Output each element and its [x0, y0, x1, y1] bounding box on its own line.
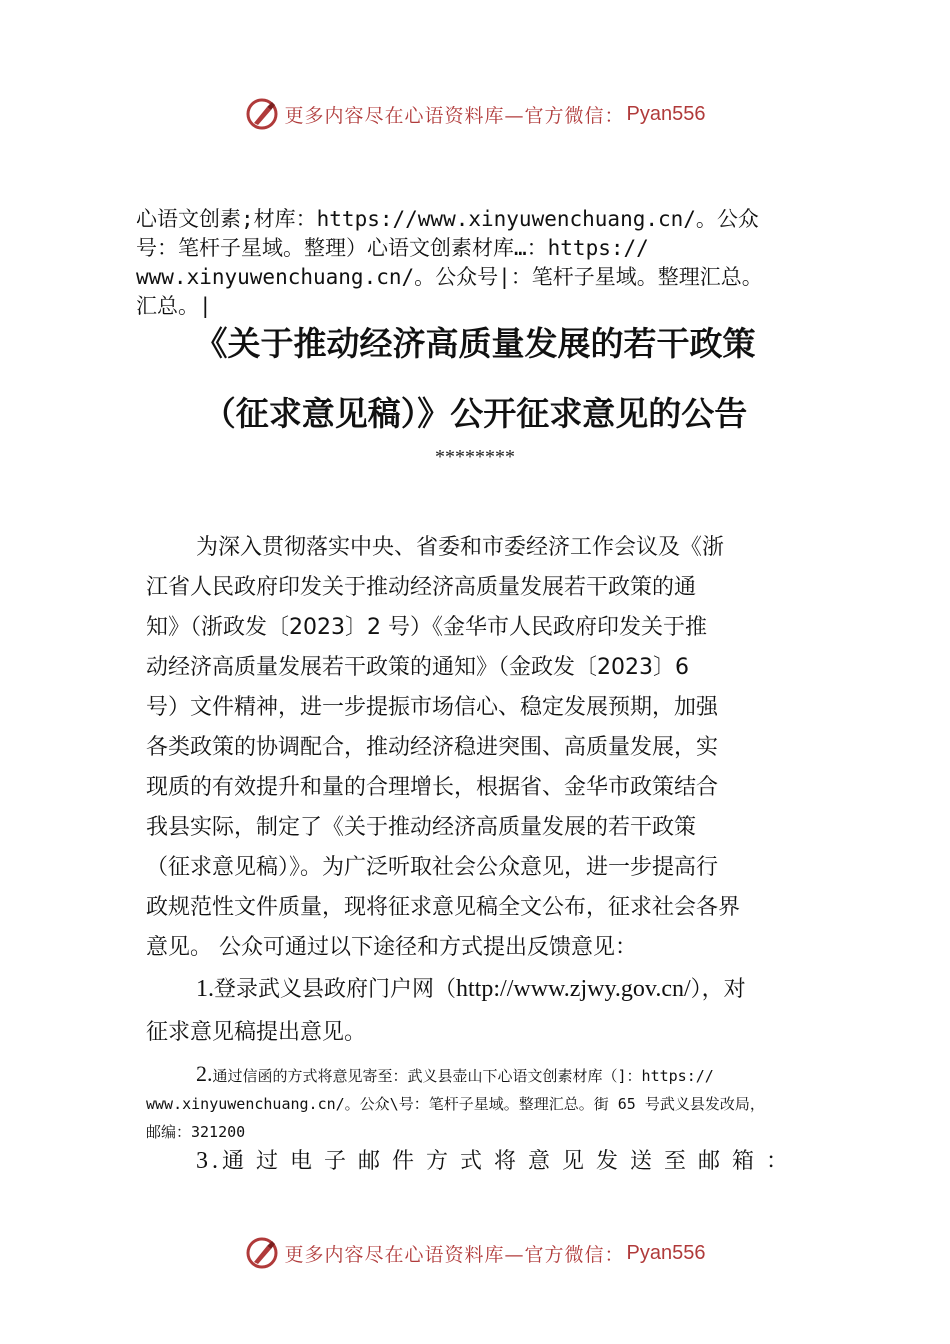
item2-line-1: 通过信函的方式将意见寄至：武义县壶山下心语文创素材库（]：https:// — [212, 1067, 714, 1085]
item3-text: 通过电子邮件方式将意见发送至邮箱： — [222, 1149, 801, 1174]
banner-wechat-id: Pyan556 — [626, 1241, 706, 1264]
banner-text: 更多内容尽在心语资料库—官方微信： — [284, 104, 625, 127]
item-number: 2. — [196, 1061, 213, 1086]
pen-logo-icon — [245, 1236, 279, 1270]
document-title-line-2: （征求意见稿）》公开征求意见的公告 — [202, 394, 748, 433]
body-line: （征求意见稿）》。为广泛听取社会公众意见，进一步提高行 — [146, 855, 719, 880]
header-mono-block — [136, 205, 836, 321]
body-line: 各类政策的协调配合，推动经济稳进突围、高质量发展，实 — [146, 735, 719, 760]
body-line: 知》（浙政发〔2023〕2 号）《金华市人民政府印发关于推 — [146, 615, 707, 640]
header-mono-line: 心语文创素;材库：https://www.xinyuwenchuang.cn/。公众 — [136, 207, 759, 231]
item1-line-2: 征求意见稿提出意见。 — [146, 1020, 367, 1045]
feedback-method-1 — [146, 968, 836, 1054]
body-line: 江省人民政府印发关于推动经济高质量发展若干政策的通 — [146, 575, 697, 600]
item2-line-3: 邮编：321200 — [146, 1123, 246, 1141]
body-line: 政规范性文件质量，现将征求意见稿全文公布，征求社会各界 — [146, 895, 741, 920]
header-mono-line: 汇总。| — [136, 294, 212, 318]
banner-text: 更多内容尽在心语资料库—官方微信： — [284, 1243, 625, 1266]
feedback-method-3 — [196, 1144, 801, 1175]
header-mono-line: 号：笔杆子星域。整理）心语文创素材库…：https:// — [136, 236, 649, 260]
item1-text-pre: 登录武义县政府门户网（ — [214, 977, 457, 1002]
government-portal-link[interactable]: http://www.zjwy.gov.cn/ — [456, 976, 691, 1002]
body-paragraph — [146, 528, 826, 968]
item-number: 1. — [196, 976, 214, 1002]
body-line: 为深入贯彻落实中央、省委和市委经济工作会议及《浙 — [196, 535, 725, 560]
bottom-banner — [0, 1236, 950, 1270]
document-title-line-1: 《关于推动经济高质量发展的若干政策 — [194, 324, 756, 363]
document-number-placeholder: ******** — [435, 446, 515, 468]
item1-text-post: ），对 — [690, 977, 746, 1002]
body-line: 号）文件精神，进一步提振市场信心、稳定发展预期，加强 — [146, 695, 719, 720]
body-line: 我县实际，制定了《关于推动经济高质量发展的若干政策 — [146, 815, 697, 840]
banner-wechat-id: Pyan556 — [626, 102, 706, 125]
header-mono-line: www.xinyuwenchuang.cn/。公众号|：笔杆子星域。整理汇总。 — [136, 265, 763, 289]
body-line: 动经济高质量发展若干政策的通知》（金政发〔2023〕6 — [146, 655, 689, 680]
item-number: 3. — [196, 1148, 222, 1174]
body-line: 意见。 公众可通过以下途径和方式提出反馈意见： — [146, 935, 637, 960]
body-line: 现质的有效提升和量的合理增长，根据省、金华市政策结合 — [146, 775, 719, 800]
pen-logo-icon — [245, 97, 279, 131]
top-banner — [0, 97, 950, 131]
feedback-method-2 — [146, 1060, 826, 1146]
item2-line-2: www.xinyuwenchuang.cn/。公众\号：笔杆子星域。整理汇总。街 65 号武义县发改局， — [146, 1095, 765, 1113]
